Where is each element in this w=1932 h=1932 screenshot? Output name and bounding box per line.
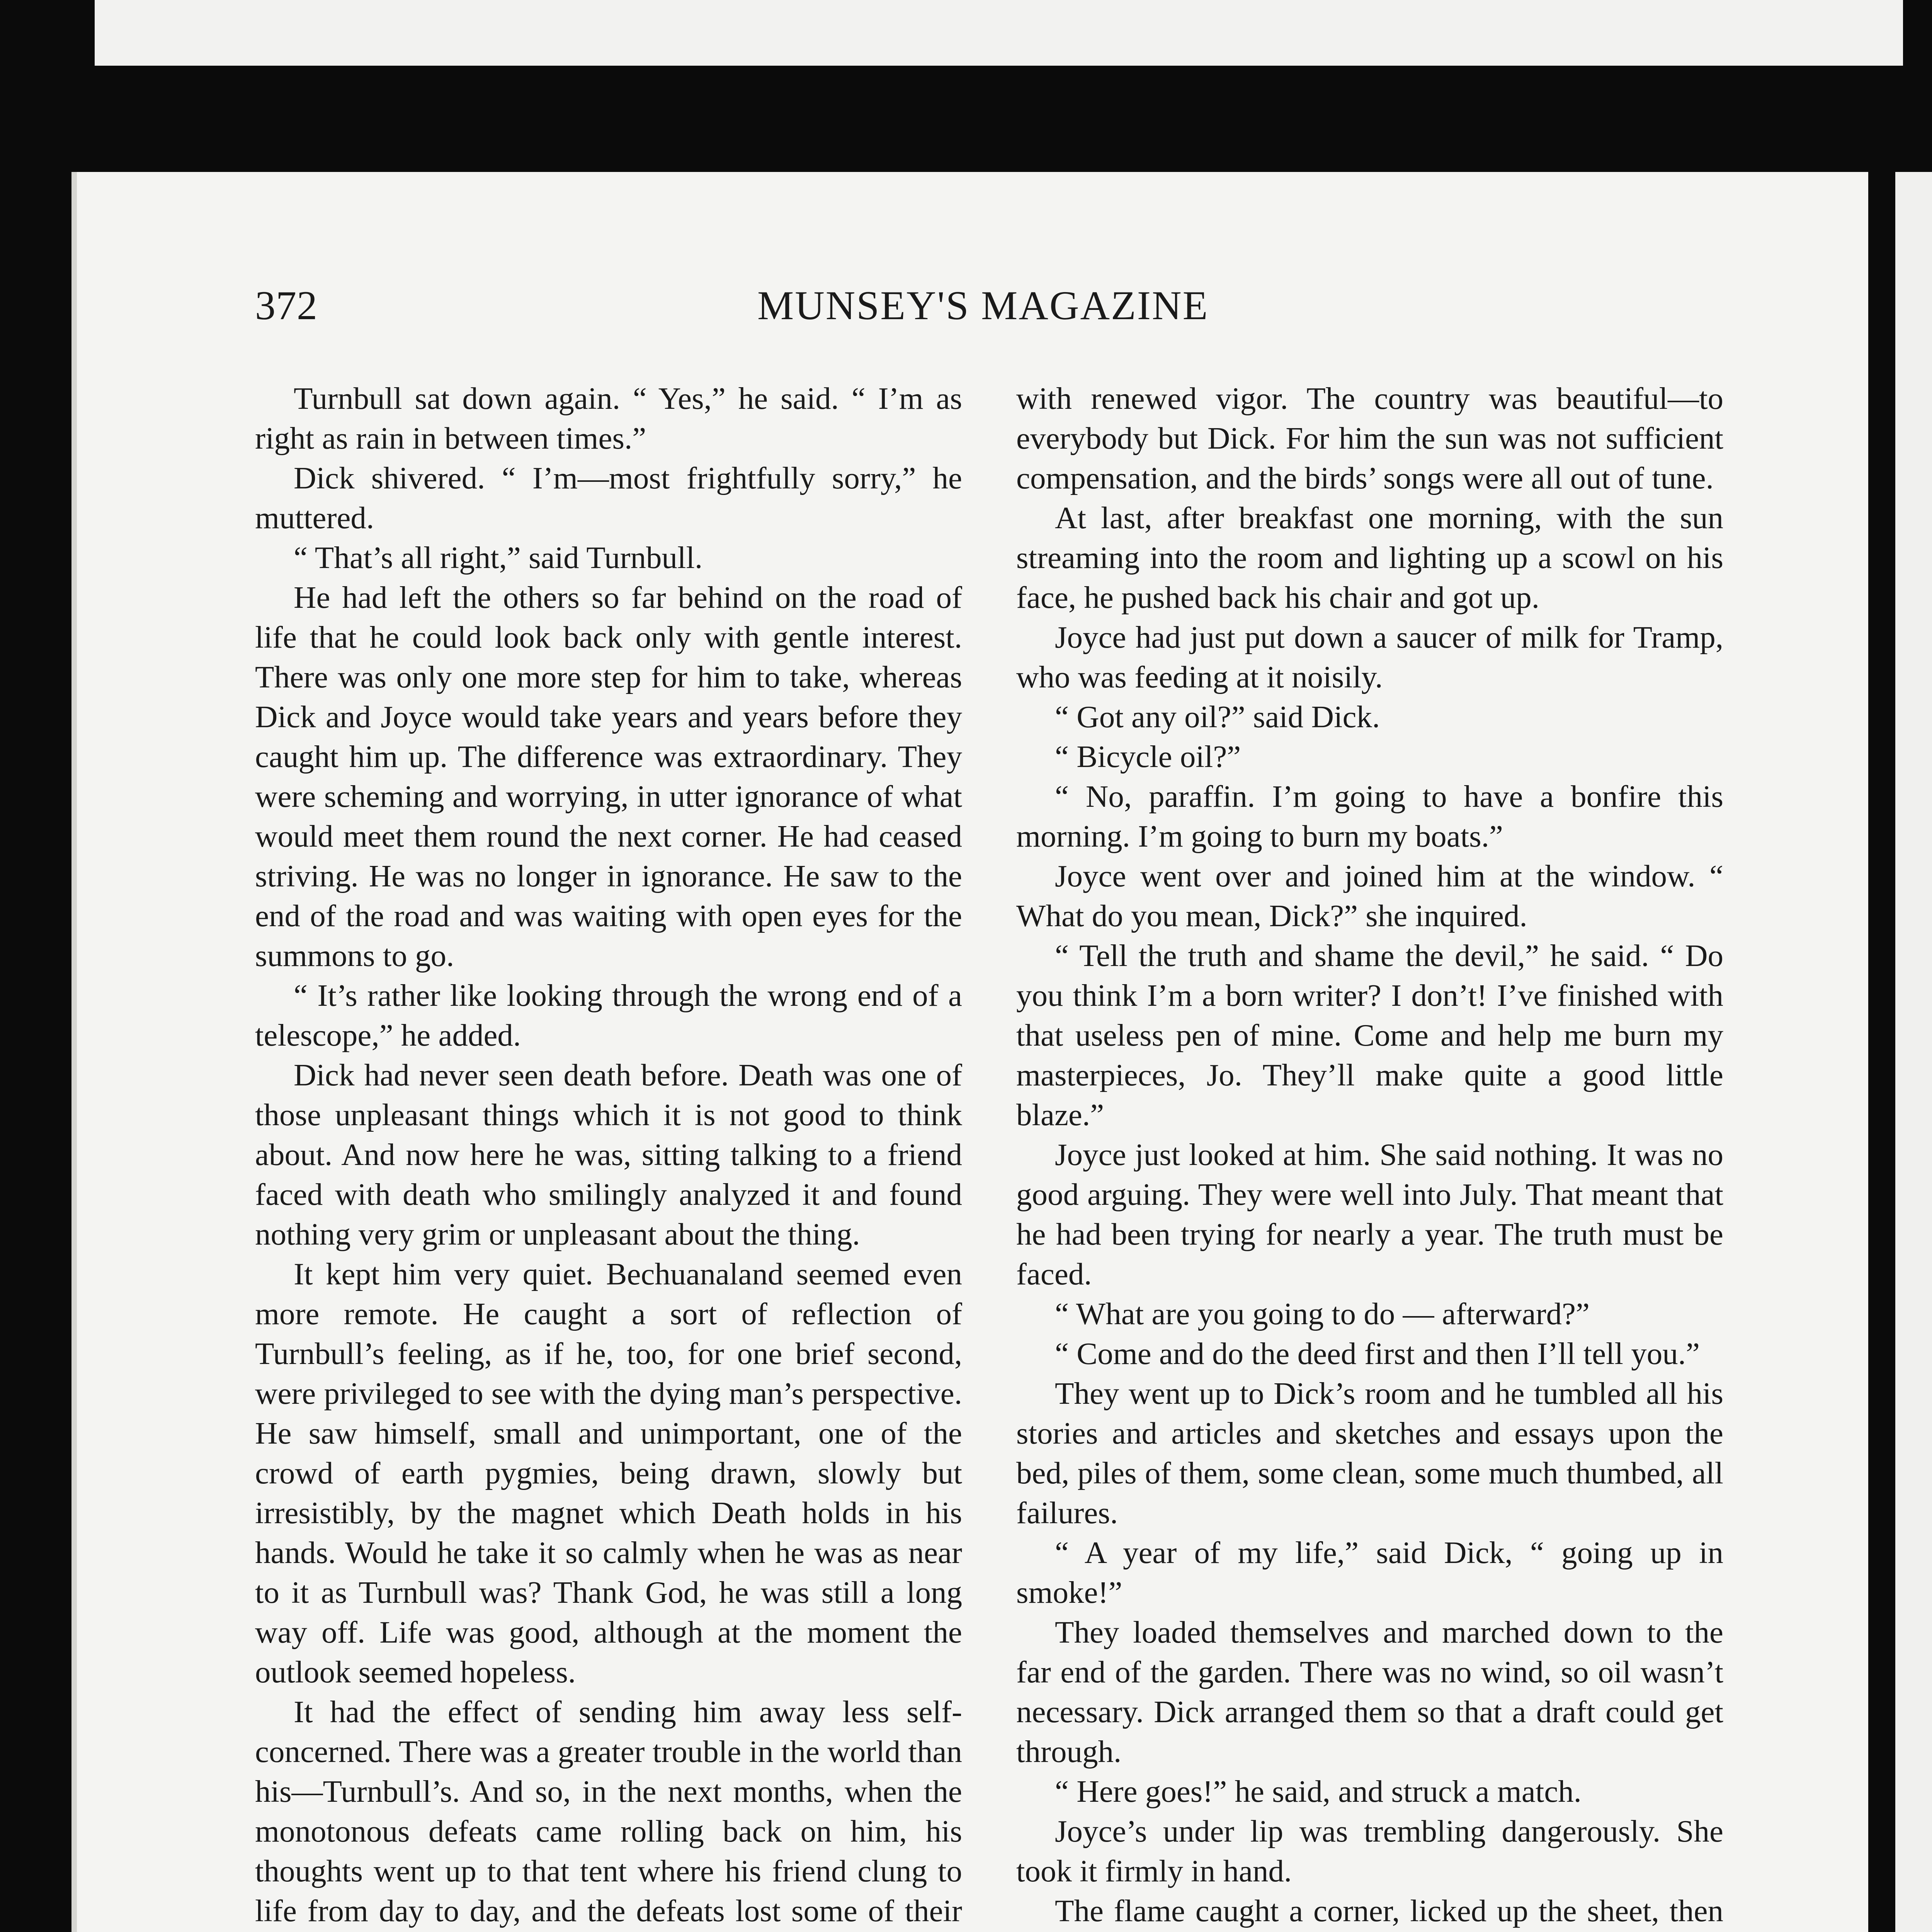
paragraph: “ What are you going to do — afterward?” <box>1055 1296 1590 1331</box>
paragraph: “ That’s all right,” said Turnbull. <box>294 540 703 575</box>
scan-border-left <box>0 0 71 1932</box>
paragraph: Dick had never seen death before. Death was one of those unpleasant things which it is not good to think about. And now here he was, sitting talking to a friend faced with death who smilingly analyzed it and found nothing very grim or unpleasant about the thing. <box>255 1058 962 1252</box>
paragraph: At last, after breakfast one morning, with the sun streaming into the room and lighting up a scowl on his face, he pushed back his chair and got up. <box>1016 500 1723 615</box>
paragraph: “ No, paraffin. I’m going to have a bonfire this morning. I’m going to burn my boats.” <box>1016 779 1723 854</box>
paragraph: “ It’s rather like looking through the wrong end of a telescope,” he added. <box>255 978 962 1053</box>
paragraph: Joyce’s under lip was trembling dangerously. She took it firmly in hand. <box>1016 1814 1723 1888</box>
text-column-left <box>255 379 962 1932</box>
paragraph: It kept him very quiet. Bechuanaland seemed even more remote. He caught a sort of reflection of Turnbull’s feeling, as if he, too, for one brief second, were privileged to see with the dying man’s perspective. He saw himself, small and unimportant, one of the crowd of earth pygmies, being drawn, slowly but irresistibly, by the magnet which Death holds in his hands. Would he take it so calmly when he was as near to it as Turnbull was? Thank God, he was still a long way off. Life was good, although at the moment the outlook seemed hopeless. <box>255 1257 962 1689</box>
paragraph: They went up to Dick’s room and he tumbled all his stories and articles and sketches and essays upon the bed, piles of them, some clean, some much thumbed, all failures. <box>1016 1376 1723 1530</box>
paragraph: Joyce just looked at him. She said nothing. It was no good arguing. They were well into July. That meant that he had been trying for nearly a year. The truth must be faced. <box>1016 1137 1723 1291</box>
paragraph: Joyce went over and joined him at the window. “ What do you mean, Dick?” she inquired. <box>1016 859 1723 933</box>
paragraph: “ A year of my life,” said Dick, “ going up in smoke!” <box>1016 1535 1723 1610</box>
scan-border-top-right-corner <box>1903 0 1932 66</box>
paragraph: Dick shivered. “ I’m—most frightfully sorry,” he muttered. <box>255 461 962 535</box>
scan-gutter-right <box>1868 66 1895 1932</box>
scan-border-top <box>0 66 1932 172</box>
paragraph: It had the effect of sending him away less self-concerned. There was a greater trouble in the world than his—Turnbull’s. And so, in the next months, when the monotonous defeats came rolling back on him, his thoughts went up to that tent where his friend clung to life from day to day, and the defeats lost some of their <box>255 1694 962 1928</box>
previous-page-edge <box>95 0 1903 66</box>
next-page-edge <box>1895 172 1932 1932</box>
paragraph: Joyce had just put down a saucer of milk for Tramp, who was feeding at it noisily. <box>1016 620 1723 694</box>
continued-paragraph: with renewed vigor. The country was beautiful—to everybody but Dick. For him the sun was not sufficient compensation, and the birds’ songs were all out of tune. <box>1016 381 1723 495</box>
paragraph: “ Got any oil?” said Dick. <box>1055 699 1380 734</box>
paragraph: “ Bicycle oil?” <box>1055 739 1241 774</box>
paragraph: The flame caught a corner, licked up the sheet, then <box>1055 1893 1723 1928</box>
paragraph: He had left the others so far behind on the road of life that he could look back only with gentle interest. There was only one more step for him to take, whereas Dick and Joyce would take years and years before they caught him up. The difference was extraordinary. They were scheming and worrying, in utter ignorance of what would meet them round the next corner. He had ceased striving. He was no longer in ignorance. He saw to the end of the road and was waiting with open eyes for the summons to go. <box>255 580 962 973</box>
paragraph: “ Come and do the deed first and then I’ll tell you.” <box>1055 1336 1700 1371</box>
running-head: MUNSEY'S MAGAZINE <box>757 283 1209 328</box>
paragraph: They loaded themselves and marched down to the far end of the garden. There was no wind, so oil wasn’t necessary. Dick arranged them so that a draft could get through. <box>1016 1615 1723 1769</box>
paragraph: “ Tell the truth and shame the devil,” he said. “ Do you think I’m a born writer? I don’t! I’ve finished with that useless pen of mine. Come and help me burn my masterpieces, Jo. They’ll make quite a good little blaze.” <box>1016 938 1723 1132</box>
page-number: 372 <box>255 283 318 328</box>
paragraph: “ Here goes!” he said, and struck a match. <box>1055 1774 1582 1809</box>
text-column-right <box>1016 379 1723 1932</box>
scan-border-top-left-corner <box>0 0 95 66</box>
paragraph: Turnbull sat down again. “ Yes,” he said. “ I’m as right as rain in between times.” <box>255 381 962 456</box>
